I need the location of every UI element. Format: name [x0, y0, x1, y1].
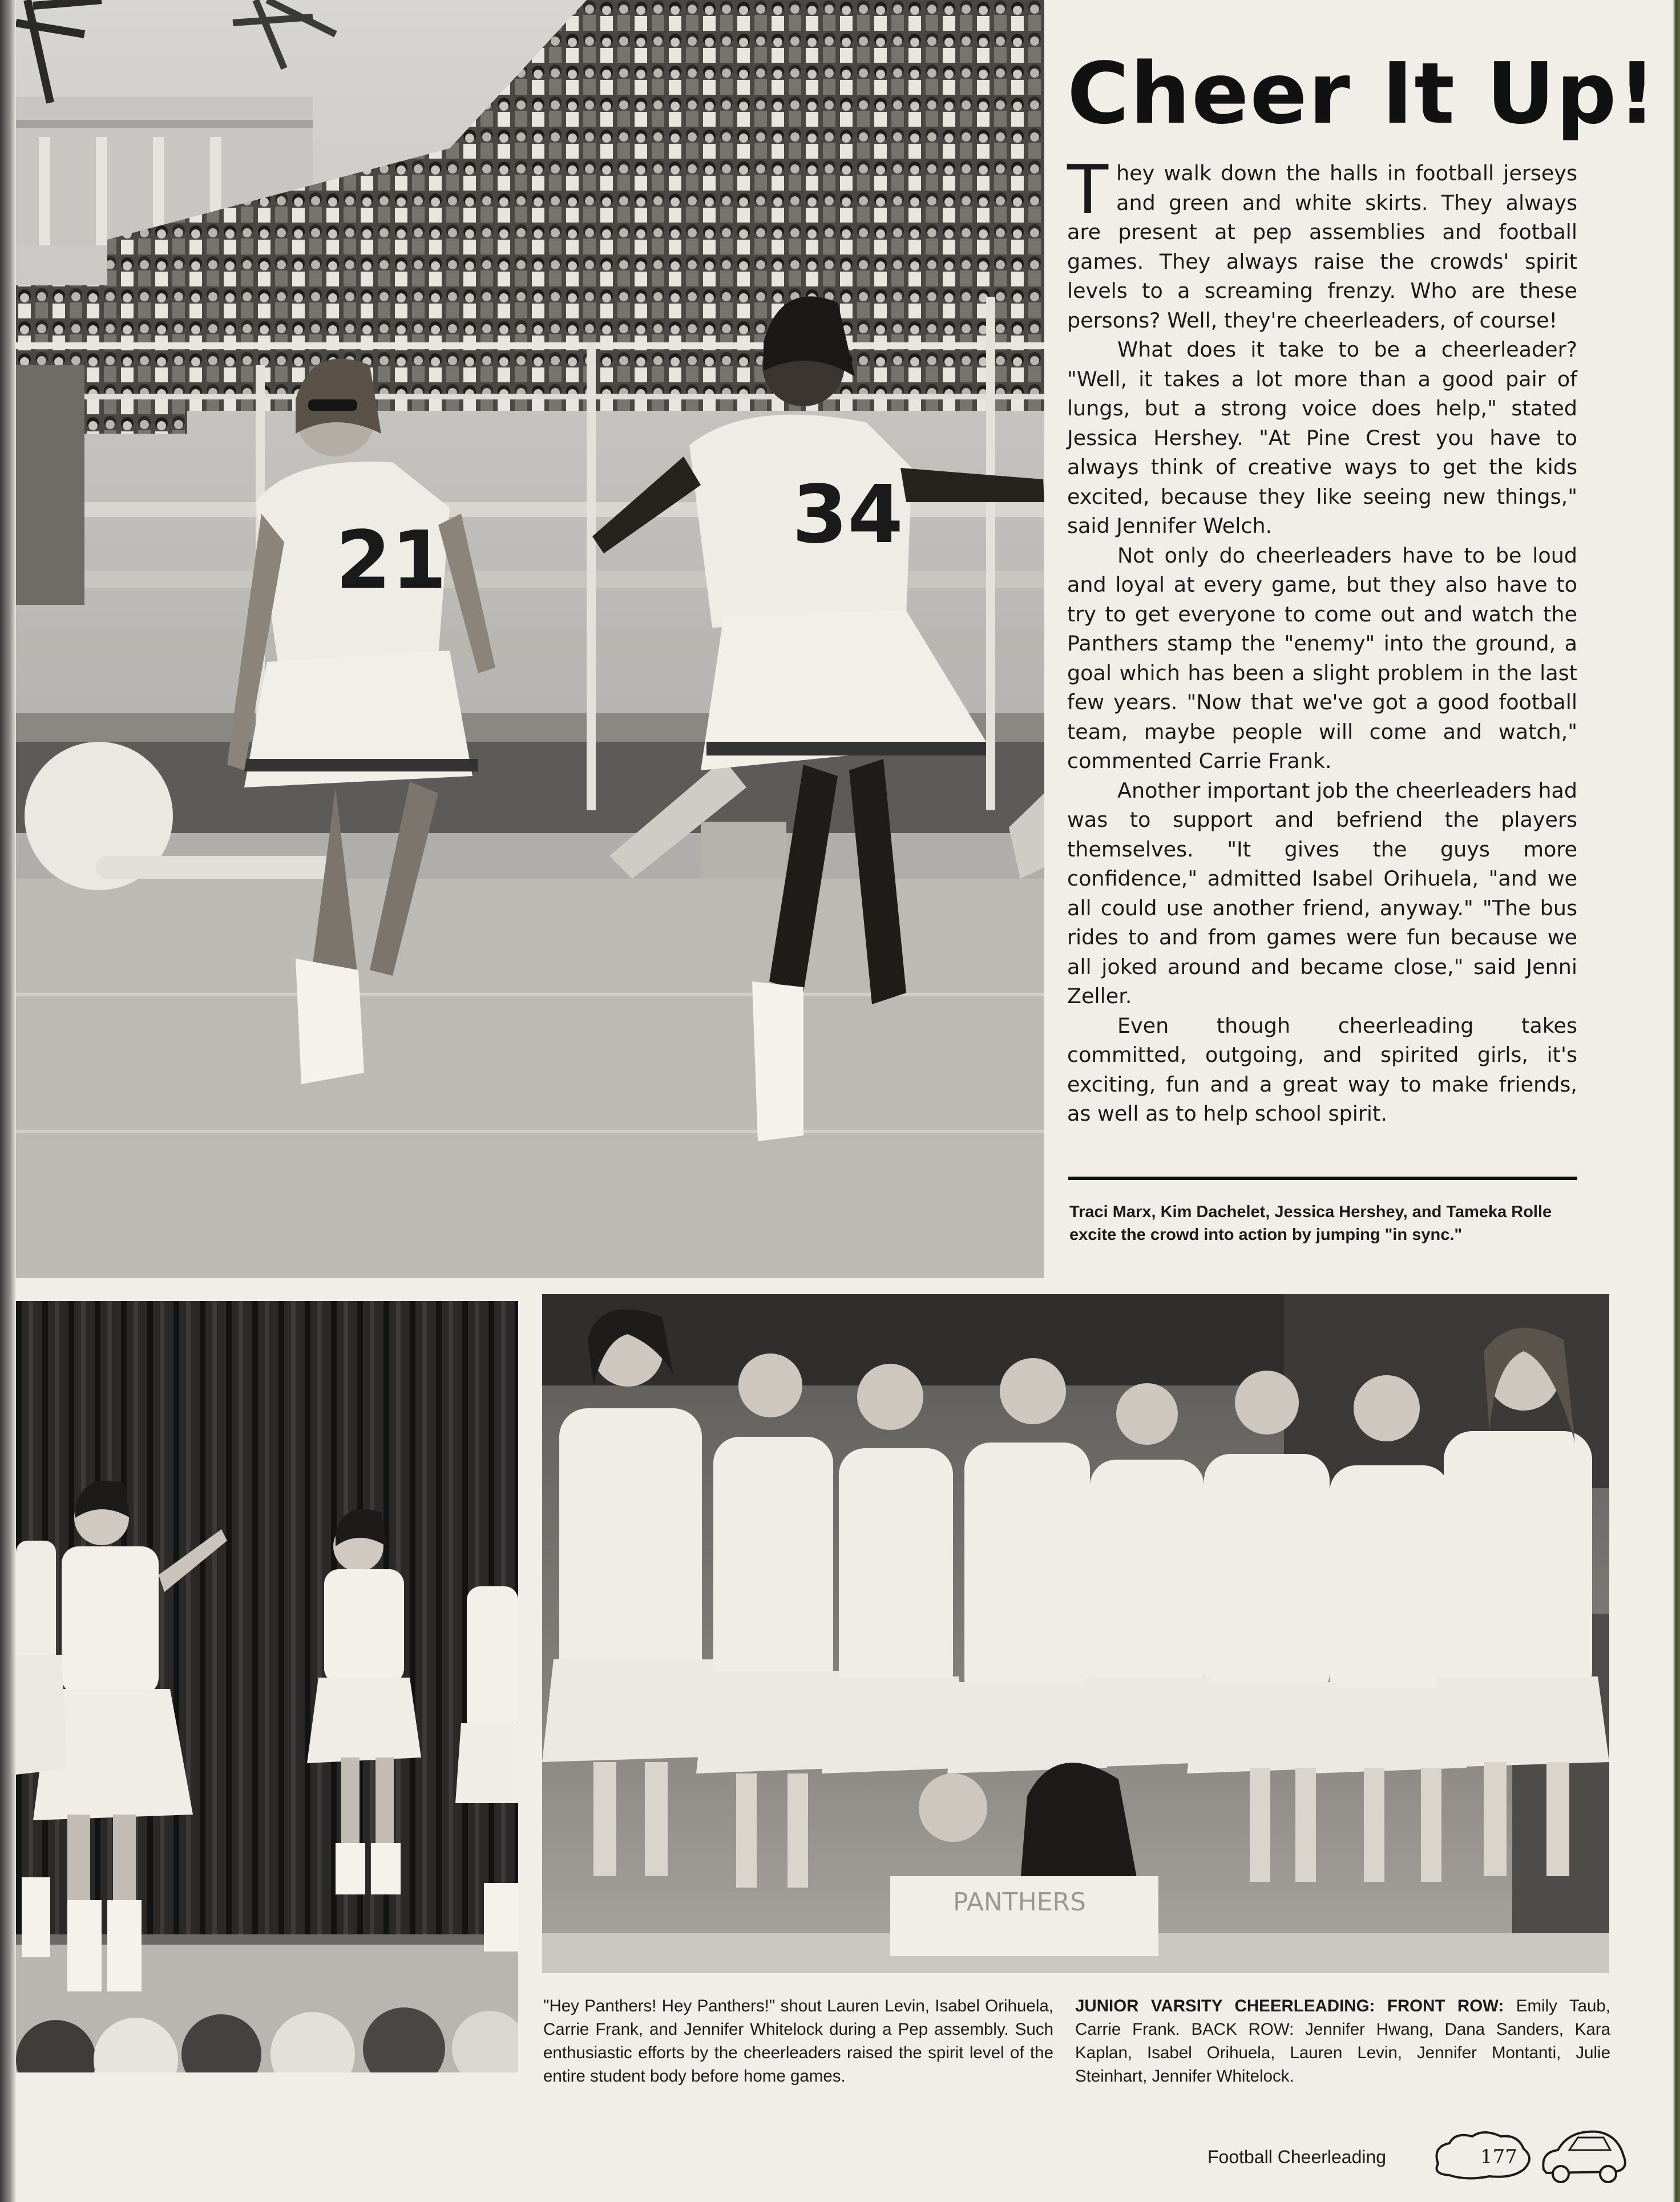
folio-car-icon: [1427, 2124, 1632, 2187]
article-paragraph-4: Another important job the cheerleaders had was to support and befriend the players themselves. "It gives the guys more confidence," admitted Isabel Orihuela, "and we all could use another friend, anyway." "The bus rides to and from games were fun because we all joked around and became close," said Jenni Zeller.: [1067, 778, 1577, 1008]
caption-top-photo: Traci Marx, Kim Dachelet, Jessica Hershey, and Tameka Rolle excite the crowd into action by jumping "in sync.": [1069, 1203, 1552, 1244]
jersey-number-right: 34: [792, 468, 903, 561]
section-footer: Football Cheerleading: [1208, 2147, 1387, 2167]
binding-shadow: [0, 0, 16, 2202]
photo-jv-squad: [542, 1294, 1609, 1973]
article-paragraph-1: [1067, 150, 1577, 335]
article-paragraph-2: What does it take to be a cheerleader? "Well, it takes a lot more than a good pair of lungs, but a strong voice does help," stated Jessica Hershey. "At Pine Crest you have to always think of creative ways to get the kids excited, because they like seeing new things," said Jennifer Welch.: [1067, 337, 1577, 538]
article-paragraph-5: Even though cheerleading takes committed, outgoing, and spirited girls, it's exciting, fun and a great way to make friends, as well as to help school spirit.: [1067, 1013, 1577, 1126]
caption-jv-squad: [1075, 1994, 1610, 2088]
page-edge: [1673, 0, 1680, 2202]
caption-jv-lead: JUNIOR VARSITY CHEERLEADING: FRONT ROW:: [1075, 1997, 1504, 2015]
caption-pep-assembly: "Hey Panthers! Hey Panthers!" shout Lauren Levin, Isabel Orihuela, Carrie Frank, and Jennifer Whitelock during a Pep assembly. Such enthusiastic efforts by the cheerleaders raised the spirit level of the entire student body before home games.: [543, 1997, 1053, 2086]
jersey-number-left: 21: [336, 514, 447, 607]
banner-text: PANTHERS: [953, 1888, 1086, 1917]
page-number: 177: [1480, 2146, 1517, 2168]
photo-cheerleaders-jumping: [16, 0, 1044, 1278]
article-paragraph-3: Not only do cheerleaders have to be loud and loyal at every game, but they also have to try to get everyone to come out and watch the Panthers stamp the "enemy" into the ground, a goal which has been a slight problem in the last few years. "Now that we've got a good football team, maybe people will come and watch," commented Carrie Frank.: [1067, 543, 1577, 773]
page-title: Cheer It Up!: [1067, 45, 1658, 143]
caption-jv-names: Emily Taub, Carrie Frank. BACK ROW: Jennifer Hwang, Dana Sanders, Kara Kaplan, Isabel Orihuela, Lauren Levin, Jennifer Montanti, Julie Steinhart, Jennifer Whitelock.: [1075, 1997, 1610, 2086]
photo-pep-assembly: [16, 1301, 518, 2072]
article-body: [1067, 150, 1577, 1129]
article-paragraph-1-text: hey walk down the halls in football jerseys and green and white skirts. They always are present at pep assemblies and football games. They always raise the crowds' spirit levels to a screaming frenzy. Who are these persons? Well, they're cheerleaders, of course!: [1067, 161, 1577, 333]
caption-divider: [1068, 1177, 1577, 1180]
drop-cap: T: [1067, 150, 1109, 229]
